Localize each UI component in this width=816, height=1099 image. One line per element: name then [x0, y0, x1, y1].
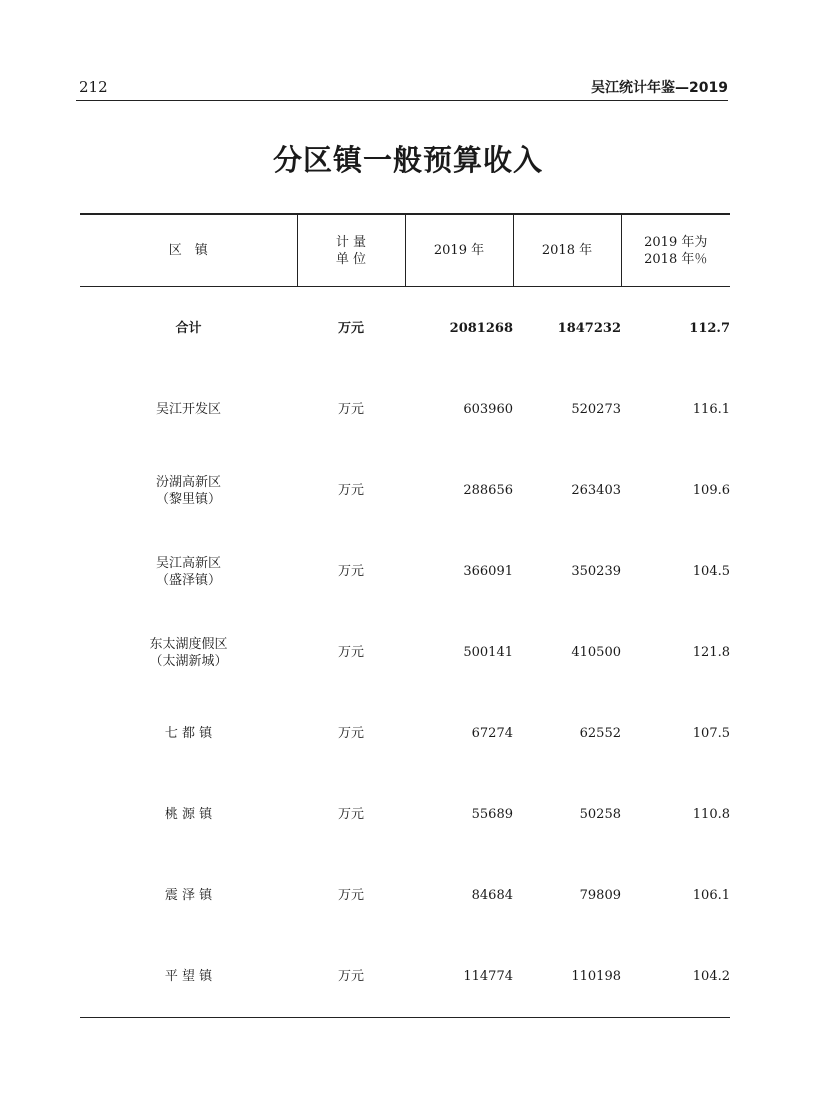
- district-alias: （盛泽镇）: [155, 572, 221, 588]
- column-header-2019: 2019 年: [405, 214, 513, 287]
- district-name: 吴江高新区: [155, 555, 221, 571]
- cell-percent: 107.5: [692, 726, 730, 741]
- table-row: [80, 612, 730, 693]
- column-header-percent: [621, 214, 730, 287]
- cell-2018: 263403: [571, 483, 621, 498]
- table-row: [80, 693, 730, 774]
- column-header-unit-line1: 计 量: [335, 234, 367, 250]
- cell-2019: 603960: [463, 402, 513, 417]
- cell-percent: 116.1: [692, 402, 730, 417]
- cell-district: [80, 612, 297, 693]
- cell-percent: 104.2: [621, 936, 730, 1018]
- header-rule: [76, 100, 728, 101]
- cell-unit: 万元: [337, 726, 364, 741]
- cell-2018: 50258: [579, 807, 621, 822]
- cell-2018: 110198: [513, 936, 621, 1018]
- cell-2018: 410500: [571, 645, 621, 660]
- cell-district: 七 都 镇: [164, 726, 213, 741]
- budget-revenue-table: [80, 213, 730, 1018]
- cell-2018: 79809: [579, 888, 621, 903]
- table-row-total: [80, 287, 730, 370]
- cell-percent: 106.1: [692, 888, 730, 903]
- district-name: 汾湖高新区: [155, 474, 221, 490]
- table-row: [80, 369, 730, 450]
- page-title: 分区镇一般预算收入: [272, 143, 543, 177]
- column-header-unit-line2: 单 位: [335, 251, 367, 267]
- cell-district: [80, 531, 297, 612]
- cell-2018: 350239: [571, 564, 621, 579]
- cell-2019: 288656: [463, 483, 513, 498]
- district-name: 东太湖度假区: [149, 636, 228, 652]
- cell-2018: 62552: [579, 726, 621, 741]
- table-row: [80, 531, 730, 612]
- cell-2019: 67274: [471, 726, 513, 741]
- book-title: 吴江统计年鉴—2019: [591, 80, 728, 96]
- table-header-row: [80, 214, 730, 287]
- cell-2018: 520273: [571, 402, 621, 417]
- cell-2019: 114774: [405, 936, 513, 1018]
- table-row: [80, 936, 730, 1018]
- cell-unit: 万元: [337, 888, 364, 903]
- cell-percent: 112.7: [689, 320, 730, 336]
- cell-2019: 84684: [471, 888, 513, 903]
- table-row: [80, 450, 730, 531]
- column-header-percent-line1: 2019 年为: [644, 234, 708, 250]
- cell-district: 平 望 镇: [80, 936, 297, 1018]
- cell-unit: 万元: [297, 936, 405, 1018]
- table-row: [80, 855, 730, 936]
- cell-percent: 110.8: [692, 807, 730, 822]
- cell-percent: 104.5: [692, 564, 730, 579]
- page-number: 212: [79, 78, 108, 96]
- cell-district: 合计: [175, 320, 202, 336]
- cell-district: 桃 源 镇: [164, 807, 213, 822]
- cell-unit: 万元: [337, 564, 364, 579]
- column-header-district: 区 镇: [80, 214, 297, 287]
- cell-district: 吴江开发区: [155, 402, 221, 417]
- district-alias: （太湖新城）: [149, 653, 228, 669]
- cell-percent: 121.8: [692, 645, 730, 660]
- cell-district: [80, 450, 297, 531]
- cell-percent: 109.6: [692, 483, 730, 498]
- cell-unit: 万元: [337, 320, 364, 336]
- cell-2018: 1847232: [557, 320, 621, 336]
- cell-2019: 500141: [463, 645, 513, 660]
- cell-unit: 万元: [337, 645, 364, 660]
- cell-unit: 万元: [337, 483, 364, 498]
- cell-unit: 万元: [337, 402, 364, 417]
- column-header-unit: [297, 214, 405, 287]
- district-alias: （黎里镇）: [155, 491, 221, 507]
- cell-district: 震 泽 镇: [164, 888, 213, 903]
- cell-2019: 366091: [463, 564, 513, 579]
- table-row: [80, 774, 730, 855]
- column-header-percent-line2: 2018 年％: [644, 251, 708, 267]
- cell-2019: 2081268: [449, 320, 513, 336]
- column-header-2018: 2018 年: [513, 214, 621, 287]
- cell-unit: 万元: [337, 807, 364, 822]
- cell-2019: 55689: [471, 807, 513, 822]
